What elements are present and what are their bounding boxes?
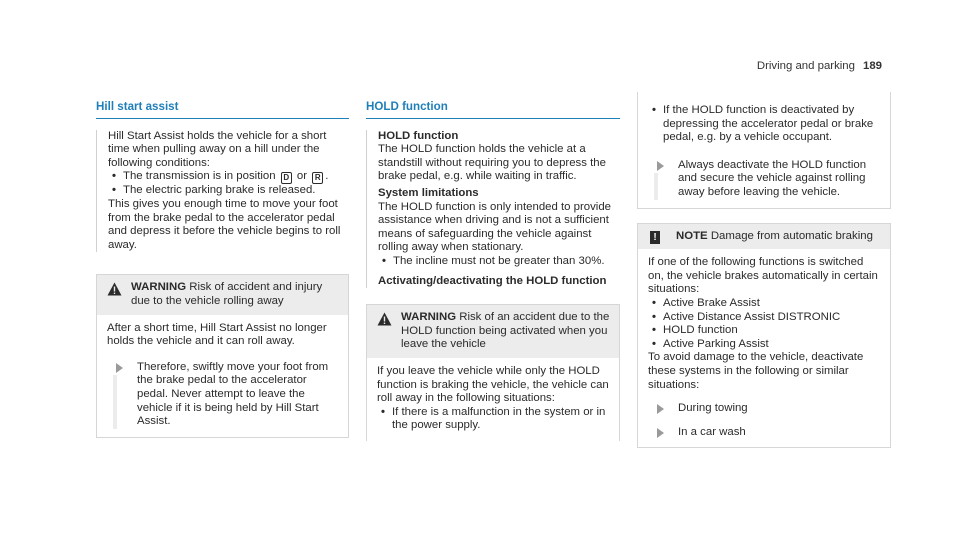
note-body xyxy=(638,249,890,447)
action-text: Therefore, swiftly move your foot from the brake pedal to the accelerator pedal. Never attempt to leave the vehicle if it is being held by Hill Start Assist. xyxy=(137,360,329,428)
situation-list xyxy=(377,406,609,433)
action-arrow-icon xyxy=(657,404,664,414)
condition-or: or xyxy=(296,170,308,183)
warning-head-text: Risk of an accident due to the HOLD function being activated when you leave the vehicle xyxy=(401,311,610,351)
limitations-list xyxy=(378,255,620,269)
warning-label: WARNING xyxy=(131,281,187,294)
section-title-hill-start: Hill start assist xyxy=(96,100,349,119)
action-arrow-icon xyxy=(116,363,123,373)
subheading-activate: Activating/deactivating the HOLD function xyxy=(378,274,607,287)
hill-start-para2: This gives you enough time to move your foot from the brake pedal to the accelerator pedal and depress it before the vehicle begins to roll away. xyxy=(108,197,341,251)
note-exclamation-icon: ! xyxy=(650,231,660,244)
warning-box-hold-continued xyxy=(637,92,891,209)
warning-head xyxy=(367,305,619,358)
subheading-limitations: System limitations xyxy=(378,186,479,199)
gear-d-icon: D xyxy=(281,172,292,184)
situation-item: • If the HOLD function is deactivated by depressing the accelerator pedal or brake pedal, e.g. by a vehicle occupant. xyxy=(648,104,880,145)
condition-end: . xyxy=(325,170,329,183)
note-label: NOTE xyxy=(676,229,708,242)
hill-start-content xyxy=(96,130,349,253)
warning-head-text: Risk of accident and injury due to the vehicle rolling away xyxy=(131,281,323,307)
page-header xyxy=(757,60,882,74)
condition-item: • The electric parking brake is released. xyxy=(108,184,349,198)
action-text: In a car wash xyxy=(678,425,746,438)
warning-head xyxy=(97,275,348,314)
action-step xyxy=(648,159,880,200)
column-hill-start-assist xyxy=(96,100,349,438)
action-step xyxy=(107,361,338,429)
section-title-hold: HOLD function xyxy=(366,100,620,119)
warning-body xyxy=(367,358,619,441)
hold-content xyxy=(366,130,620,289)
warning-triangle-icon xyxy=(377,312,392,326)
action-arrow-icon xyxy=(657,161,664,171)
section-name: Driving and parking xyxy=(756,60,855,72)
action-bar xyxy=(113,375,117,429)
situation-list xyxy=(648,104,880,145)
condition-item xyxy=(108,170,349,184)
note-head-text: Damage from automatic braking xyxy=(710,229,873,242)
situation-item: • If there is a malfunction in the system or in the power supply. xyxy=(377,406,609,433)
warning-body-text: After a short time, Hill Start Assist no longer holds the vehicle and it can roll away. xyxy=(107,321,327,348)
note-box xyxy=(637,223,891,449)
warning-box-hill-start xyxy=(96,274,349,437)
action-text: During towing xyxy=(678,402,748,415)
warning-body xyxy=(97,315,348,437)
note-body-text: If one of the following functions is switched on, the vehicle brakes automatically in certain situations: xyxy=(648,256,878,296)
condition-text: The transmission is in position xyxy=(123,170,276,183)
gear-r-icon: R xyxy=(312,172,323,184)
action-arrow-icon xyxy=(657,428,664,438)
hold-para1: The HOLD function holds the vehicle at a standstill without requiring you to depress the brake pedal, e.g. while waiting in traffic. xyxy=(378,143,606,183)
warning-body-text: If you leave the vehicle while only the HOLD function is braking the vehicle, the vehicle can roll away in the following situations: xyxy=(377,364,609,405)
subheading-hold: HOLD function xyxy=(378,129,459,142)
warning-body-continued xyxy=(638,92,890,208)
warning-label: WARNING xyxy=(401,311,457,324)
function-item: • Active Distance Assist DISTRONIC xyxy=(648,311,880,325)
warning-box-hold xyxy=(366,304,620,441)
limitation-item: • The incline must not be greater than 30%. xyxy=(378,255,620,269)
function-item: • Active Brake Assist xyxy=(648,297,880,311)
functions-list xyxy=(648,297,880,351)
action-step xyxy=(648,402,880,416)
hill-start-intro: Hill Start Assist holds the vehicle for a short time when pulling away on a hill under the following conditions: xyxy=(108,129,327,169)
note-head xyxy=(638,224,890,250)
page-number: 189 xyxy=(862,60,882,72)
note-para2: To avoid damage to the vehicle, deactivate these systems in the following or similar situations: xyxy=(648,351,864,391)
function-item: • HOLD function xyxy=(648,324,880,338)
limitations-para: The HOLD function is only intended to provide assistance when driving and is not a sufficient means of safeguarding the vehicle against rolling away when stationary. xyxy=(378,200,612,254)
action-bar xyxy=(654,173,658,200)
condition-list xyxy=(108,170,349,198)
action-text: Always deactivate the HOLD function and secure the vehicle against rolling away before leaving the vehicle. xyxy=(678,158,867,198)
column-hold-function xyxy=(366,100,620,441)
warning-triangle-icon xyxy=(107,282,122,296)
action-step xyxy=(648,426,880,440)
function-item: • Active Parking Assist xyxy=(648,338,880,352)
column-hold-continued xyxy=(637,92,891,448)
